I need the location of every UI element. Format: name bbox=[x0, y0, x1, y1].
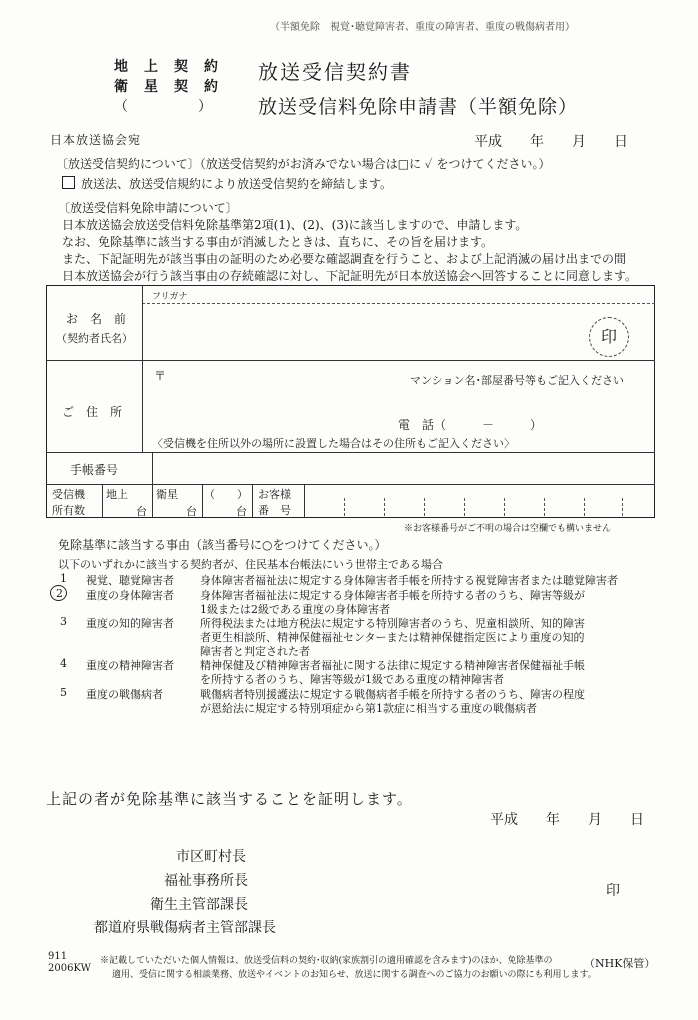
criterion-label: 視覚、聴覚障害者 bbox=[86, 574, 174, 587]
applicant-seal-mark: 印 bbox=[589, 317, 629, 357]
form-version: 2006KW bbox=[48, 963, 91, 974]
label-column-divider bbox=[142, 285, 143, 452]
application-line: なお、免除基準に該当する事由が消滅したときは、直ちに、その旨を届けます。 bbox=[62, 235, 494, 249]
contract-section-heading: 〔放送受信契約について〕（放送受信契約がお済みでない場合は□に ✓ をつけてください。） bbox=[56, 157, 551, 171]
other-unit: 台 bbox=[236, 505, 247, 518]
receivers-label: 所有数 bbox=[52, 504, 85, 517]
furigana-divider bbox=[142, 303, 655, 304]
address-field[interactable] bbox=[170, 388, 390, 428]
customer-number-label: お客様 bbox=[258, 488, 291, 501]
contract-checkbox-label: 放送法、放送受信規約により放送受信契約を締結します。 bbox=[81, 177, 393, 191]
contract-type-satellite: 衛 星 契 約 bbox=[114, 79, 219, 95]
install-location-note: 〈受信機を住所以外の場所に設置した場合はその住所もご記入ください〉 bbox=[152, 437, 515, 450]
name-sublabel: （契約者氏名） bbox=[56, 332, 133, 345]
customer-number-divider bbox=[304, 484, 305, 518]
official-health-dept: 衛生主管部課長 bbox=[150, 897, 248, 913]
criterion-description: 者更生相談所、精神保健福祉センターまたは精神保健指定医により重度の知的 bbox=[200, 631, 585, 644]
notebook-number-label: 手帳番号 bbox=[70, 463, 119, 477]
official-mayor: 市区町村長 bbox=[176, 849, 246, 865]
customer-number-label: 番 号 bbox=[258, 504, 291, 517]
criterion-description: を所持する者のうち、障害等級が1級である重度の精神障害者 bbox=[200, 673, 504, 686]
contract-type-terrestrial: 地 上 契 約 bbox=[114, 59, 219, 75]
notebook-divider bbox=[152, 452, 153, 484]
customer-number-field[interactable] bbox=[306, 488, 652, 516]
criterion-description: が恩給法に規定する特別項症から第1款症に相当する重度の戦傷病者 bbox=[200, 702, 537, 715]
form-code: 911 bbox=[48, 951, 68, 962]
phone-label: 電 話（ － ） bbox=[398, 418, 543, 432]
criterion-label: 重度の戦傷病者 bbox=[86, 688, 163, 701]
addressee: 日本放送協会宛 bbox=[50, 133, 142, 147]
criterion-number[interactable]: 5 bbox=[60, 686, 67, 699]
postal-mark: 〒 bbox=[154, 369, 167, 383]
contract-checkbox-row bbox=[62, 175, 392, 192]
title-contract: 放送受信契約書 bbox=[258, 60, 412, 84]
certification-statement: 上記の者が免除基準に該当することを証明します。 bbox=[46, 790, 413, 808]
receiver-divider bbox=[202, 484, 203, 518]
satellite-receivers-label: 衛星 bbox=[156, 488, 178, 501]
receiver-divider bbox=[252, 484, 253, 518]
receiver-divider bbox=[152, 484, 153, 518]
application-line: また、下記証明先が該当事由の証明のため必要な確認調査を行うこと、および上記消滅の届け出までの間 bbox=[62, 252, 627, 266]
row-divider bbox=[46, 452, 655, 453]
criterion-label: 重度の身体障害者 bbox=[86, 589, 174, 602]
receiver-divider bbox=[102, 484, 103, 518]
privacy-note: ※記載していただいた個人情報は、放送受信料の契約･収納(家族割引の適用確認を含みます)のほか、免除基準の bbox=[100, 956, 553, 966]
ground-receivers-label: 地上 bbox=[106, 488, 128, 501]
certification-date: 平成 年 月 日 bbox=[490, 812, 644, 828]
application-date: 平成 年 月 日 bbox=[474, 134, 628, 150]
criterion-description: 障害者と判定された者 bbox=[200, 645, 310, 658]
row-divider bbox=[46, 484, 655, 485]
receivers-label: 受信機 bbox=[52, 488, 85, 501]
contract-type-other: （ ） bbox=[114, 99, 212, 115]
criteria-heading: 免除基準に該当する事由（該当番号に○をつけてください。） bbox=[58, 538, 387, 552]
criteria-intro: 以下のいずれかに該当する契約者が、住民基本台帳法にいう世帯主である場合 bbox=[58, 558, 443, 571]
criterion-number[interactable]: 3 bbox=[60, 615, 67, 628]
criterion-number[interactable]: 2 bbox=[56, 587, 63, 600]
criterion-number[interactable]: 1 bbox=[60, 572, 67, 585]
application-section-heading: 〔放送受信料免除申請について〕 bbox=[58, 201, 238, 215]
criterion-description: 身体障害者福祉法に規定する身体障害者手帳を所持する者のうち、障害等級が bbox=[200, 589, 585, 602]
row-divider bbox=[46, 360, 655, 361]
criterion-description: 身体障害者福祉法に規定する身体障害者手帳を所持する視覚障害者または聴覚障害者 bbox=[200, 574, 618, 587]
furigana-label: フリガナ bbox=[152, 292, 188, 302]
form-usage-note: （半額免除 視覚･聴覚障害者、重度の障害者、重度の戦傷病者用） bbox=[270, 22, 575, 33]
title-exemption: 放送受信料免除申請書（半額免除） bbox=[258, 96, 579, 118]
criterion-number[interactable]: 4 bbox=[60, 657, 67, 670]
criterion-description: 戦傷病者特別援護法に規定する戦傷病者手帳を所持する者のうち、障害の程度 bbox=[200, 688, 585, 701]
notebook-number-field[interactable] bbox=[156, 455, 650, 481]
name-label: お 名 前 bbox=[66, 312, 127, 326]
privacy-note: 適用、受信に関する相談業務、放送やイベントのお知らせ、放送に関する調査へのご協力のお願いの際にも利用します。 bbox=[112, 970, 597, 980]
official-prefecture-dept: 都道府県戦傷病者主管部課長 bbox=[94, 920, 276, 936]
application-line: 日本放送協会が行う該当事由の存続確認に対し、下記証明先が日本放送協会へ回答することに同意します。 bbox=[62, 269, 638, 283]
other-receivers-label: （ ） bbox=[204, 488, 248, 501]
ground-unit: 台 bbox=[136, 505, 147, 518]
criterion-description: 所得税法または地方税法に規定する特別障害者のうち、児童相談所、知的障害 bbox=[200, 617, 585, 630]
contract-checkbox[interactable] bbox=[62, 176, 75, 189]
satellite-unit: 台 bbox=[186, 505, 197, 518]
address-label: ご 住 所 bbox=[62, 405, 123, 419]
criterion-description: 精神保健及び精神障害者福祉に関する法律に規定する精神障害者保健福祉手帳 bbox=[200, 659, 585, 672]
customer-number-note: ※お客様番号がご不明の場合は空欄でも構いません bbox=[404, 524, 612, 534]
criterion-description: 1級または2級である重度の身体障害者 bbox=[200, 603, 390, 616]
criterion-label: 重度の知的障害者 bbox=[86, 617, 174, 630]
criterion-label: 重度の精神障害者 bbox=[86, 659, 174, 672]
nhk-custody-note: （NHK保管） bbox=[584, 957, 656, 970]
name-field[interactable] bbox=[148, 305, 580, 357]
official-welfare-office: 福祉事務所長 bbox=[164, 873, 248, 889]
application-line: 日本放送協会放送受信料免除基準第2項(1)、(2)、(3)に該当しますので、申請します。 bbox=[62, 218, 528, 232]
address-note: マンション名･部屋番号等もご記入ください bbox=[410, 374, 625, 387]
official-seal-mark: 印 bbox=[606, 883, 620, 899]
